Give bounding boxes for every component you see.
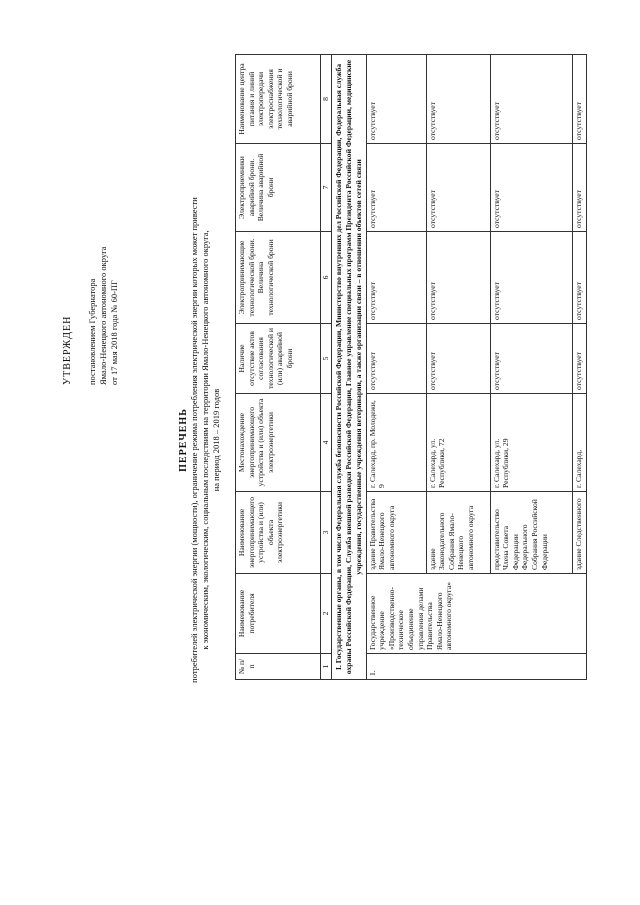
header-cell: Наименование центра питания и линий электропередачи электроснабжения технологической и аварийной брони: [236, 55, 321, 144]
section-row: [331, 55, 366, 680]
header-cell: № п/п: [236, 654, 321, 680]
object-location: г. Салехард, пр. Молодежи, 9: [366, 394, 426, 492]
column-number: 7: [321, 144, 332, 232]
emergency-reserve-cell: отсутствует: [366, 144, 426, 232]
column-number: 3: [321, 492, 332, 574]
table-row: [366, 55, 426, 680]
header-cell: Наличие отсутствие актов согласования технологической и (или) аварийной брони: [236, 324, 321, 394]
column-number-row: [321, 55, 332, 680]
header-row: [236, 55, 321, 680]
row-number: 1.: [366, 654, 586, 680]
tech-reserve-cell: отсутствует: [366, 232, 426, 324]
power-center-cell: отсутствует: [572, 55, 586, 144]
object-name: здание Следственного: [572, 492, 586, 574]
emergency-reserve-cell: отсутствует: [572, 144, 586, 232]
object-location: г. Салехард, ул. Республики, 72: [426, 394, 490, 492]
consumer-name: Государственное учреждение «Производственно-техническое объединение управления делами Правительства Ямало-Ненецкого автономного округа»: [366, 574, 586, 654]
tech-reserve-cell: отсутствует: [572, 232, 586, 324]
consumers-table: [235, 54, 587, 680]
emergency-reserve-cell: отсутствует: [490, 144, 572, 232]
column-number: 6: [321, 232, 332, 324]
header-cell: Наименование энергопринимающего устройства и (или) объекта электроэнергетики: [236, 492, 321, 574]
title-line: потребителей электрической энергии (мощности), ограничение режима потребления электрической энергии которых может привести: [189, 197, 199, 683]
column-number: 1: [321, 654, 332, 680]
document-title: [178, 160, 222, 720]
acts-cell: отсутствует: [490, 324, 572, 394]
column-number: 4: [321, 394, 332, 492]
object-name: здание Законодательного Собрания Ямало-Ненецкого автономного округа: [426, 492, 490, 574]
approval-line: от 17 мая 2018 года № 60-ПГ: [109, 280, 119, 385]
column-number: 5: [321, 324, 332, 394]
power-center-cell: отсутствует: [366, 55, 426, 144]
acts-cell: отсутствует: [426, 324, 490, 394]
acts-cell: отсутствует: [366, 324, 426, 394]
power-center-cell: отсутствует: [426, 55, 490, 144]
emergency-reserve-cell: отсутствует: [426, 144, 490, 232]
object-name: представительство Члена Совета Федерации Федерального Собрания Российской Федерации: [490, 492, 572, 574]
title-main: ПЕРЕЧЕНЬ: [178, 408, 189, 472]
power-center-cell: отсутствует: [490, 55, 572, 144]
column-number: 8: [321, 55, 332, 144]
object-name: здание Правительства Ямало-Ненецкого автономного округа: [366, 492, 426, 574]
acts-cell: отсутствует: [572, 324, 586, 394]
title-line: на период 2018 – 2019 годов: [211, 388, 221, 492]
approval-block: [62, 145, 120, 385]
section-heading: I. Государственные органы, в том числе Федеральная служба безопасности Российской Федерации, Министерство внутренних дел Российской Федерации, Федеральная служба охраны Российской Федерации, Служба внешней разведки Российской Федерации, Главное управление специальных программ Президента Российской Федерации, медицинские учреждения, государственные учреждения ветеринарии, а также организации связи – в отношении объектов сетей связи: [331, 55, 366, 680]
approval-line: постановлением Губернатора: [87, 278, 97, 385]
approval-heading: УТВЕРЖДЕН: [62, 315, 73, 385]
tech-reserve-cell: отсутствует: [490, 232, 572, 324]
column-number: 2: [321, 574, 332, 654]
object-location: г. Салехард, ул. Республики, 29: [490, 394, 572, 492]
title-line: к экономическим, экологическим, социальным последствиям на территории Ямало-Ненецкого автономного округа,: [200, 230, 210, 650]
header-cell: Электропринимающие технологической брони. Величина технологической брони: [236, 232, 321, 324]
header-cell: Наименование потребителя: [236, 574, 321, 654]
object-location: г. Салехард,: [572, 394, 586, 492]
tech-reserve-cell: отсутствует: [426, 232, 490, 324]
header-cell: Электроприемники аварийной брони. Величина аварийной брони: [236, 144, 321, 232]
approval-line: Ямало-Ненецкого автономного округа: [98, 246, 108, 385]
header-cell: Местонахождение энергопринимающего устройства и (или) объекта электроэнергетики: [236, 394, 321, 492]
